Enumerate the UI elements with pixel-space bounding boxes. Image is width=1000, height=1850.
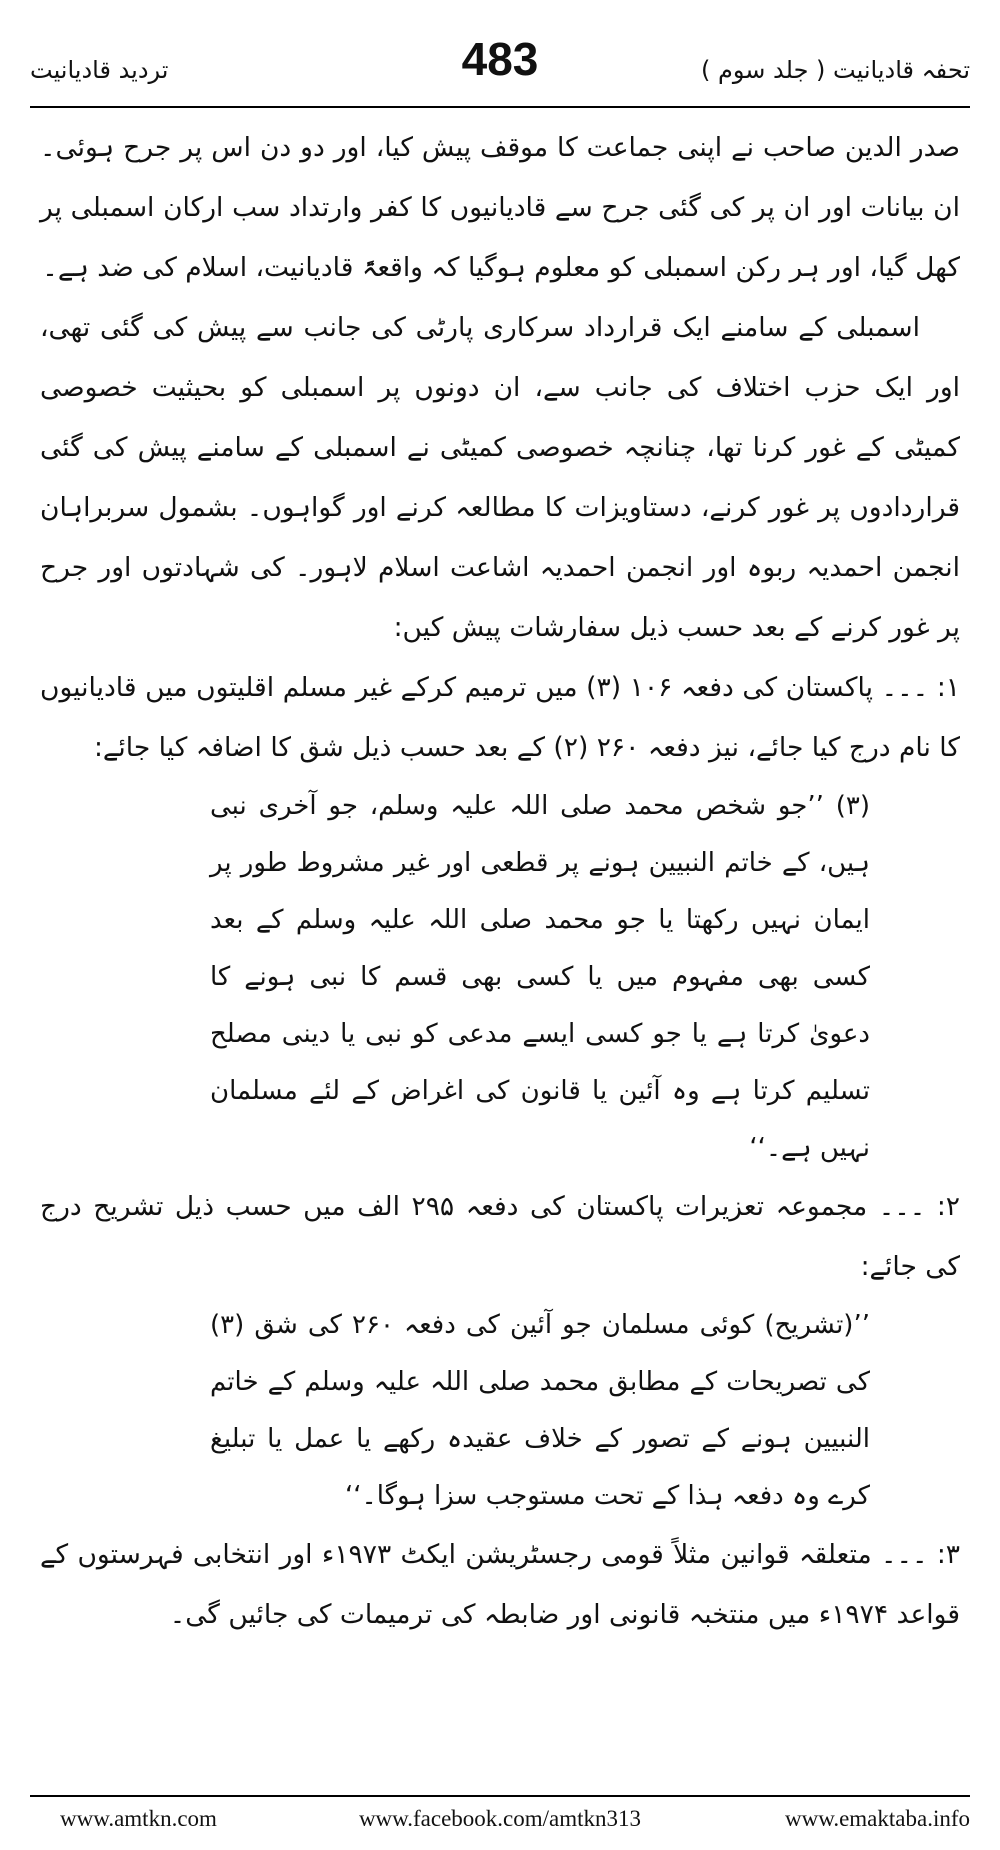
header-divider (30, 106, 970, 108)
paragraph-2: اسمبلی کے سامنے ایک قرارداد سرکاری پارٹی کی جانب سے پیش کی گئی تھی، اور ایک حزب اختلاف کی جانب سے، ان دونوں پر اسمبلی کو بحیثیت خصوصی کمیٹی کے غور کرنا تھا، چنانچہ خصوصی کمیٹی نے اسمبلی کے سامنے پیش کی گئی قراردادوں پر غور کرنے، دستاویزات کا مطالعہ کرنے اور گواہوں۔ بشمول سربراہان انجمن احمدیہ ربوہ اور انجمن احمدیہ اشاعت اسلام لاہور۔ کی شہادتوں اور جرح پر غور کرنے کے بعد حسب ذیل سفارشات پیش کیں: (40, 312, 960, 643)
paragraph-1: صدر الدین صاحب نے اپنی جماعت کا موقف پیش کیا، اور دو دن اس پر جرح ہوئی۔ ان بیانات اور ان پر کی گئی جرح سے قادیانیوں کا کفر وارتداد سب ارکان اسمبلی پر کھل گیا، اور ہر رکن اسمبلی کو معلوم ہوگیا کہ واقعۃً قادیانیت، اسلام کی ضد ہے۔ (40, 132, 960, 283)
footer-divider (30, 1795, 970, 1797)
quoted-clause-1: (۳) ’’جو شخص محمد صلی اللہ علیہ وسلم، جو آخری نبی ہیں، کے خاتم النبیین ہونے پر قطعی اور غیر مشروط طور پر ایمان نہیں رکھتا یا جو محمد صلی اللہ علیہ وسلم کے بعد کسی بھی مفہوم میں یا کسی بھی قسم کا نبی ہونے کا دعویٰ کرتا ہے یا جو کسی ایسے مدعی کو نبی یا دینی مصلح تسلیم کرتا ہے وہ آئین یا قانون کی اغراض کے لئے مسلمان نہیں ہے۔‘‘ (210, 791, 870, 1163)
recommendation-2: ۲: ۔۔۔ مجموعہ تعزیرات پاکستان کی دفعہ ۲۹۵ الف میں حسب ذیل تشریح درج کی جائے: (40, 1191, 961, 1282)
recommendation-1: ۱: ۔۔۔ پاکستان کی دفعہ ۱۰۶ (۳) میں ترمیم کرکے غیر مسلم اقلیتوں میں قادیانیوں کا نام درج کیا جائے، نیز دفعہ ۲۶۰ (۲) کے بعد حسب ذیل شق کا اضافہ کیا جائے: (40, 672, 960, 763)
quoted-clause-2: ’’(تشریح) کوئی مسلمان جو آئین کی دفعہ ۲۶۰ کی شق (۳) کی تصریحات کے مطابق محمد صلی اللہ علیہ وسلم کے خاتم النبیین ہونے کے تصور کے خلاف عقیدہ رکھے یا عمل یا تبلیغ کرے وہ دفعہ ہذا کے تحت مستوجب سزا ہوگا۔‘‘ (210, 1310, 870, 1511)
page-body (40, 118, 960, 1645)
page-footer (30, 1806, 970, 1838)
page-header (30, 28, 970, 98)
running-title-left: تردید قادیانیت (30, 56, 169, 84)
footer-link-emaktaba[interactable]: www.emaktaba.info (785, 1806, 970, 1831)
footer-link-facebook[interactable]: www.facebook.com/amtkn313 (358, 1806, 642, 1831)
running-title-right: تحفہ قادیانیت ( جلد سوم ) (701, 56, 970, 84)
footer-link-amtkn[interactable]: www.amtkn.com (60, 1806, 217, 1831)
page-number: 483 (461, 33, 539, 85)
recommendation-3: ۳: ۔۔۔ متعلقہ قوانین مثلاً قومی رجسٹریشن ایکٹ ۱۹۷۳ء اور انتخابی فہرستوں کے قواعد ۱۹۷۴ء میں منتخبہ قانونی اور ضابطہ کی ترمیمات کی جائیں گی۔ (40, 1539, 960, 1630)
